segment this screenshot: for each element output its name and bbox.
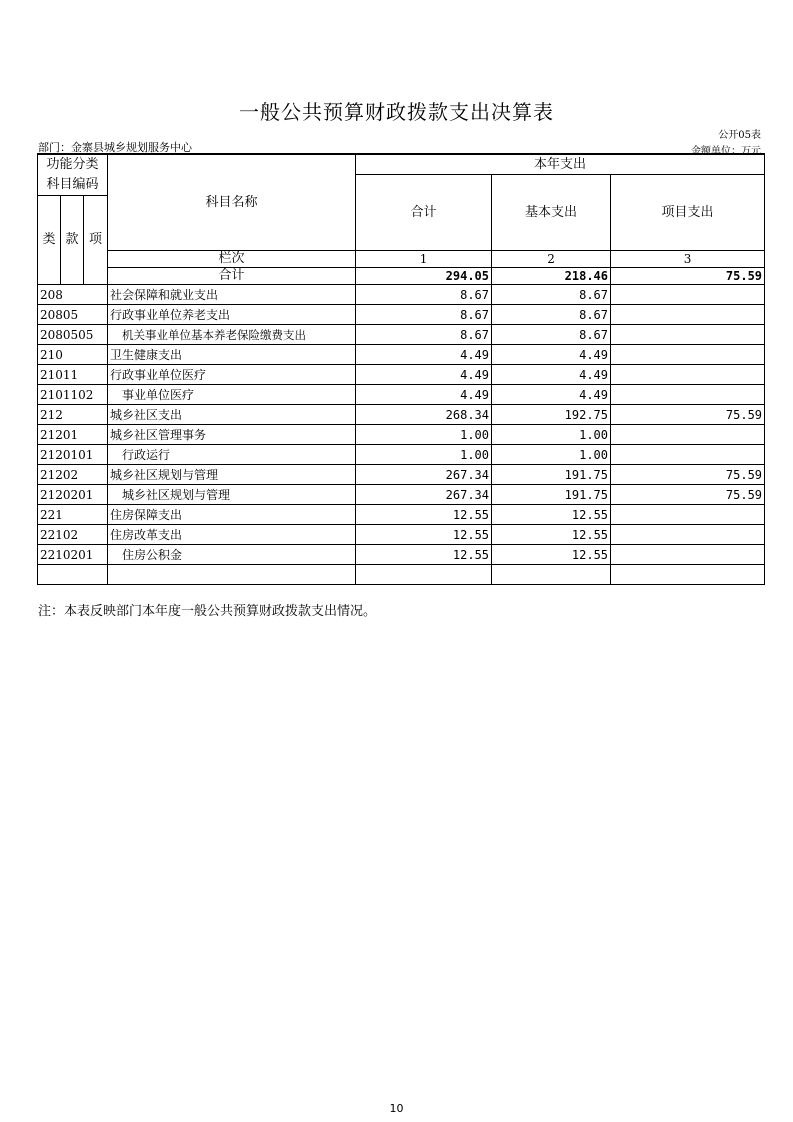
row-total: 8.67 <box>356 305 492 325</box>
row-total: 12.55 <box>356 505 492 525</box>
table-row <box>38 305 765 325</box>
row-name: 城乡社区管理事务 <box>108 425 356 445</box>
row-code: 210 <box>38 345 108 365</box>
col-number-2: 2 <box>492 251 611 268</box>
lanci-label: 栏次 <box>108 251 356 268</box>
xiang-header: 项 <box>84 196 108 285</box>
table-row <box>38 425 765 445</box>
row-project: 75.59 <box>611 465 765 485</box>
row-name: 城乡社区支出 <box>108 405 356 425</box>
row-code: 2120201 <box>38 485 108 505</box>
table-row <box>38 525 765 545</box>
expenditure-table <box>37 153 765 585</box>
empty-cell <box>38 565 108 585</box>
row-total: 268.34 <box>356 405 492 425</box>
total-header: 合计 <box>356 175 492 251</box>
footnote: 注：本表反映部门本年度一般公共预算财政拨款支出情况。 <box>38 604 377 619</box>
row-code: 2120101 <box>38 445 108 465</box>
row-basic: 1.00 <box>492 445 611 465</box>
row-code: 21202 <box>38 465 108 485</box>
row-total: 1.00 <box>356 425 492 445</box>
project-header: 项目支出 <box>611 175 765 251</box>
row-project <box>611 525 765 545</box>
empty-cell <box>108 565 356 585</box>
row-basic: 191.75 <box>492 465 611 485</box>
row-code: 208 <box>38 285 108 305</box>
grand-total-basic: 218.46 <box>492 268 611 285</box>
row-code: 20805 <box>38 305 108 325</box>
table-row <box>38 545 765 565</box>
row-total: 12.55 <box>356 525 492 545</box>
row-code: 2080505 <box>38 325 108 345</box>
row-total: 4.49 <box>356 365 492 385</box>
row-basic: 4.49 <box>492 365 611 385</box>
row-total: 4.49 <box>356 385 492 405</box>
row-project <box>611 285 765 305</box>
row-total: 267.34 <box>356 465 492 485</box>
grand-total-row <box>38 268 765 285</box>
grand-total-total: 294.05 <box>356 268 492 285</box>
row-total: 8.67 <box>356 325 492 345</box>
row-basic: 12.55 <box>492 545 611 565</box>
row-basic: 192.75 <box>492 405 611 425</box>
table-row <box>38 345 765 365</box>
row-basic: 191.75 <box>492 485 611 505</box>
row-name: 城乡社区规划与管理 <box>108 485 356 505</box>
row-project: 75.59 <box>611 485 765 505</box>
unit-label: 金额单位：万元 <box>691 146 761 157</box>
row-basic: 12.55 <box>492 505 611 525</box>
empty-cell <box>611 565 765 585</box>
row-project: 75.59 <box>611 405 765 425</box>
row-total: 8.67 <box>356 285 492 305</box>
row-basic: 8.67 <box>492 305 611 325</box>
row-project <box>611 445 765 465</box>
lanci-row <box>38 251 765 268</box>
row-name: 行政运行 <box>108 445 356 465</box>
row-project <box>611 425 765 445</box>
name-header: 科目名称 <box>108 154 356 251</box>
row-basic: 12.55 <box>492 525 611 545</box>
row-basic: 4.49 <box>492 385 611 405</box>
row-project <box>611 365 765 385</box>
row-name: 卫生健康支出 <box>108 345 356 365</box>
row-name: 行政事业单位医疗 <box>108 365 356 385</box>
row-name: 城乡社区规划与管理 <box>108 465 356 485</box>
col-number-3: 3 <box>611 251 765 268</box>
table-row <box>38 285 765 305</box>
row-project <box>611 305 765 325</box>
table-row <box>38 405 765 425</box>
row-basic: 8.67 <box>492 285 611 305</box>
row-project <box>611 325 765 345</box>
table-row <box>38 485 765 505</box>
row-total: 267.34 <box>356 485 492 505</box>
empty-cell <box>492 565 611 585</box>
row-code: 22102 <box>38 525 108 545</box>
current-year-header: 本年支出 <box>356 154 765 175</box>
row-total: 1.00 <box>356 445 492 465</box>
row-project <box>611 505 765 525</box>
row-total: 4.49 <box>356 345 492 365</box>
row-code: 221 <box>38 505 108 525</box>
row-total: 12.55 <box>356 545 492 565</box>
row-code: 21011 <box>38 365 108 385</box>
empty-row <box>38 565 765 585</box>
lei-header: 类 <box>38 196 61 285</box>
row-name: 行政事业单位养老支出 <box>108 305 356 325</box>
row-code: 21201 <box>38 425 108 445</box>
row-code: 2210201 <box>38 545 108 565</box>
form-number: 公开05表 <box>718 130 761 141</box>
row-name: 住房改革支出 <box>108 525 356 545</box>
row-project <box>611 345 765 365</box>
row-name: 社会保障和就业支出 <box>108 285 356 305</box>
table-row <box>38 385 765 405</box>
row-code: 2101102 <box>38 385 108 405</box>
table-row <box>38 325 765 345</box>
col-number-1: 1 <box>356 251 492 268</box>
department-label: 部门：金寨县城乡规划服务中心 <box>38 141 192 154</box>
page-number: 10 <box>389 1102 404 1115</box>
header-row-1 <box>38 154 765 175</box>
row-project <box>611 545 765 565</box>
row-basic: 4.49 <box>492 345 611 365</box>
table-row <box>38 365 765 385</box>
row-code: 212 <box>38 405 108 425</box>
grand-total-project: 75.59 <box>611 268 765 285</box>
row-name: 住房保障支出 <box>108 505 356 525</box>
code-header: 功能分类 科目编码 <box>38 154 108 196</box>
grand-total-label: 合计 <box>108 268 356 285</box>
row-project <box>611 385 765 405</box>
empty-cell <box>356 565 492 585</box>
row-basic: 8.67 <box>492 325 611 345</box>
row-name: 事业单位医疗 <box>108 385 356 405</box>
row-name: 机关事业单位基本养老保险缴费支出 <box>108 325 356 345</box>
row-basic: 1.00 <box>492 425 611 445</box>
table-row <box>38 505 765 525</box>
page-title: 一般公共预算财政拨款支出决算表 <box>239 100 554 124</box>
kuan-header: 款 <box>61 196 84 285</box>
table-row <box>38 465 765 485</box>
basic-header: 基本支出 <box>492 175 611 251</box>
table-row <box>38 445 765 465</box>
row-name: 住房公积金 <box>108 545 356 565</box>
